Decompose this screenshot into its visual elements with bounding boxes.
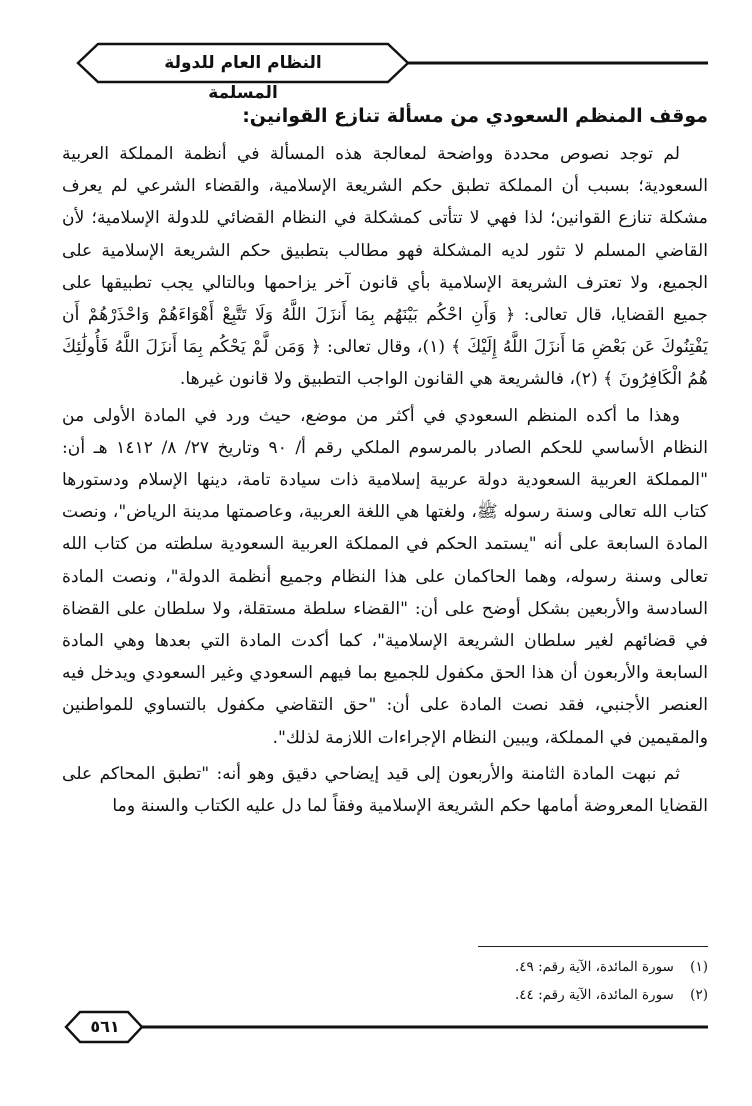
paragraph: وهذا ما أكده المنظم السعودي في أكثر من موضع، حيث ورد في المادة الأولى من النظام الأساسي للحكم الصادر بالمرسوم الملكي رقم أ/ ٩٠ وتاريخ ٢٧/ ٨/ ١٤١٢ هـ أن: "المملكة العربية السعودية دولة عربية إسلامية ذات سيادة تامة، دينها الإسلام ودستورها كتاب الله تعالى وسنة رسوله ﷺ، ولغتها هي اللغة العربية، وعاصمتها مدينة الرياض"، ونصت المادة السابعة على أنه "يستمد الحكم في المملكة العربية السعودية سلطته من كتاب الله تعالى وسنة رسوله، وهما الحاكمان على هذا النظام وجميع أنظمة الدولة"، ونصت المادة السادسة والأربعين بشكل أوضح على أن: "القضاء سلطة مستقلة، ولا سلطان على القضاة في قضائهم لغير سلطان الشريعة الإسلامية"، كما أكدت المادة التي بعدها وهي المادة السابعة والأربعون أن هذا الحق مكفول للجميع بما فيهم السعودي وغير السعودي ويدخل فيه العنصر الأجنبي، فقد نصت المادة على أن: "حق التقاضي مكفول بالتساوي للمواطنين والمقيمين في المملكة، ويبين النظام الإجراءات اللازمة لذلك". [62, 405, 709, 748]
footnote-item [420, 981, 708, 1009]
footnote-item [420, 953, 708, 981]
page-number: ٥٦١ [90, 1017, 120, 1036]
page-footer [62, 1006, 712, 1048]
footnote-number: (١) [690, 959, 708, 975]
main-content [62, 98, 708, 826]
section-heading: موقف المنظم السعودي من مسألة تنازع القوانين: [242, 105, 708, 127]
header-title: النظام العام للدولة المسلمة [164, 53, 322, 103]
running-header [58, 38, 708, 103]
footnote-text: سورة المائدة، الآية رقم: ٤٤. [515, 987, 674, 1003]
paragraph: لم توجد نصوص محددة وواضحة لمعالجة هذه المسألة في أنظمة المملكة العربية السعودية؛ بسبب أن المملكة تطبق حكم الشريعة الإسلامية، والقضاء الشرعي لم يعرف مشكلة تنازع القوانين؛ لذا فهي لا تتأتى كمشكلة في النظام القضائي للدولة الإسلامية؛ لأن القاضي المسلم لا تثور لديه المشكلة فهو مطالب بتطبيق حكم الشريعة الإسلامية على الجميع، ولا تعترف الشريعة الإسلامية بأي قانون آخر يزاحمها وبالتالي يجب تطبيقها على جميع القضايا، قال تعالى: ﴿ وَأَنِ احْكُم بَيْنَهُم بِمَا أَنزَلَ اللَّهُ وَلَا تَتَّبِعْ أَهْوَاءَهُمْ وَاحْذَرْهُمْ أَن يَفْتِنُوكَ عَن بَعْضِ مَا أَنزَلَ اللَّهُ إِلَيْكَ ﴾ (١)، وقال تعالى: ﴿ وَمَن لَّمْ يَحْكُم بِمَا أَنزَلَ اللَّهُ فَأُولَٰئِكَ هُمُ الْكَافِرُونَ ﴾ (٢)، فالشريعة هي القانون الواجب التطبيق ولا قانون غيرها. [62, 144, 708, 390]
footnote-text: سورة المائدة، الآية رقم: ٤٩. [515, 959, 674, 975]
paragraph: ثم نبهت المادة الثامنة والأربعون إلى قيد إيضاحي دقيق وهو أنه: "تطبق المحاكم على القضايا المعروضة أمامها حكم الشريعة الإسلامية وفقاً لما دل عليه الكتاب والسنة وما [62, 763, 708, 817]
footnote-number: (٢) [690, 987, 708, 1003]
footer-frame [62, 1006, 712, 1048]
footnotes [420, 953, 708, 1009]
footnote-divider [478, 946, 708, 947]
